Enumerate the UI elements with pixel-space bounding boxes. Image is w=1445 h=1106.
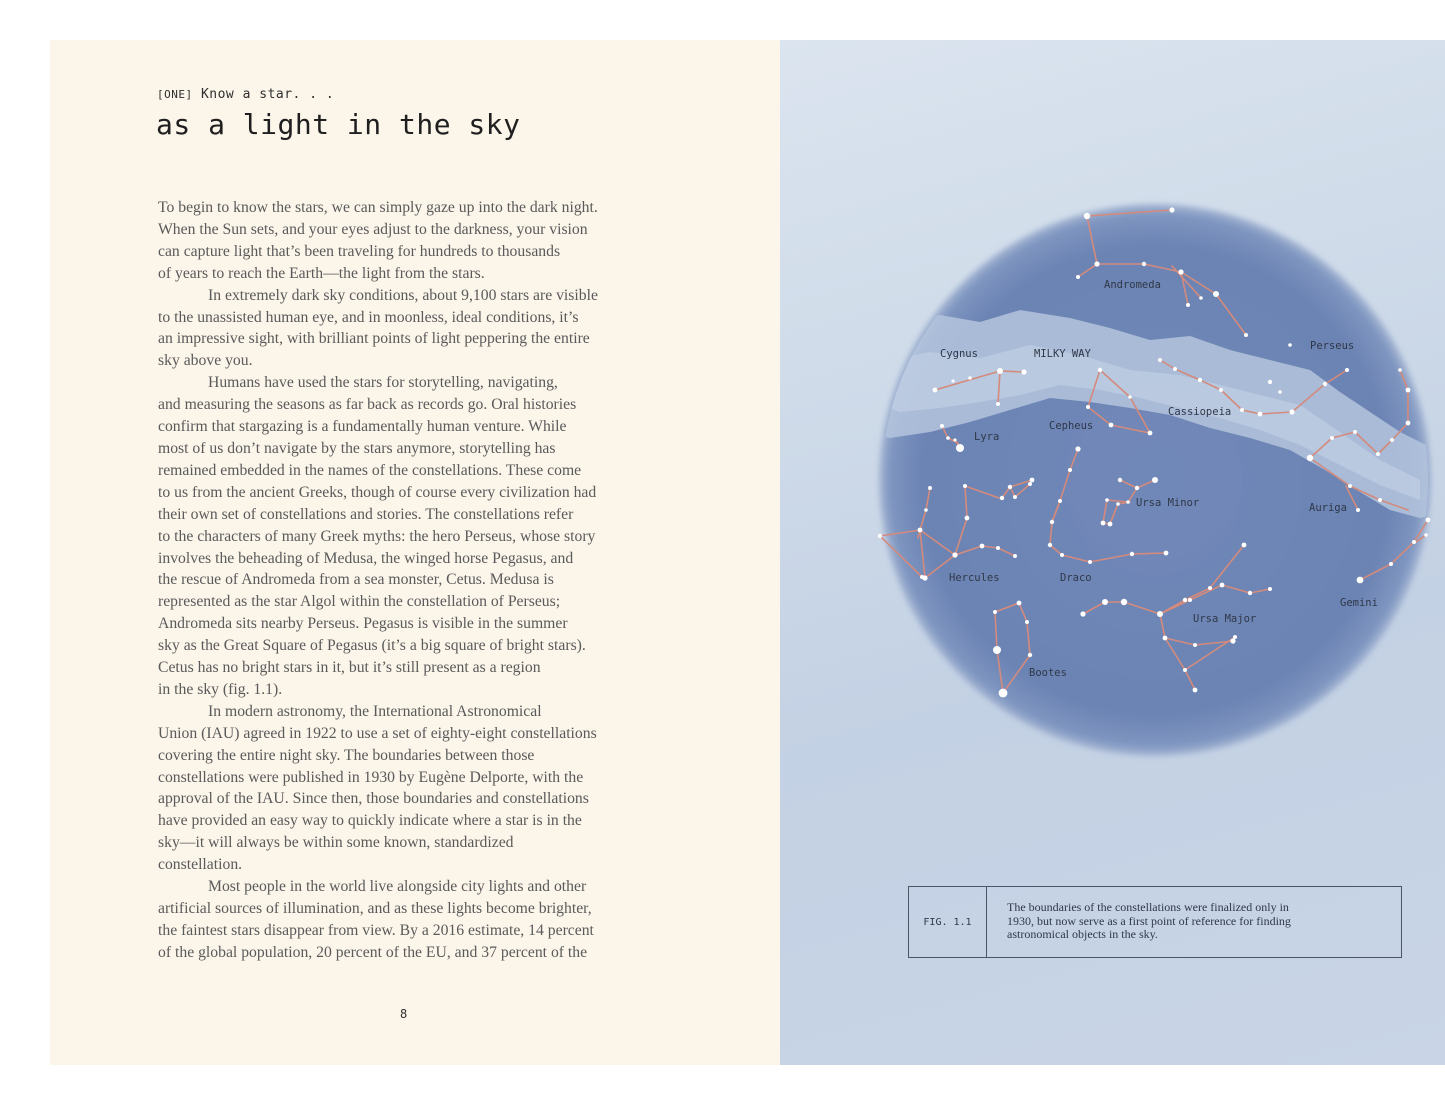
text-line: most of us don’t navigate by the stars anymore, storytelling has bbox=[158, 439, 556, 457]
page-number: 8 bbox=[400, 1007, 408, 1021]
text-line: constellations were published in 1930 by Eugène Delporte, with the bbox=[158, 768, 584, 786]
chapter-kicker-text: Know a star. . . bbox=[200, 87, 335, 102]
text-line: To begin to know the stars, we can simply gaze up into the dark night. bbox=[158, 199, 598, 216]
text-line: covering the entire night sky. The boundaries between those bbox=[158, 746, 535, 764]
label-ursa-major: Ursa Major bbox=[1193, 613, 1257, 625]
left-page bbox=[50, 40, 780, 1065]
text-line: sky as the Great Square of Pegasus (it’s a big square of bright stars). bbox=[158, 637, 586, 655]
text-line: sky above you. bbox=[158, 352, 253, 370]
chapter-kicker bbox=[157, 87, 334, 102]
text-line: of the global population, 20 percent of the EU, and 37 percent of the bbox=[158, 943, 588, 961]
label-ursa-minor: Ursa Minor bbox=[1136, 497, 1200, 509]
label-draco: Draco bbox=[1060, 572, 1092, 584]
text-line: confirm that stargazing is a fundamentally human venture. While bbox=[158, 418, 567, 436]
label-cassiopeia: Cassiopeia bbox=[1168, 406, 1232, 418]
text-line: to the unassisted human eye, and in moonless, ideal conditions, it’s bbox=[158, 308, 579, 326]
text-line: can capture light that’s been traveling for hundreds to thousands bbox=[158, 242, 561, 260]
text-line: remained embedded in the names of the constellations. These come bbox=[158, 461, 582, 479]
text-line: Most people in the world live alongside city lights and other bbox=[208, 878, 587, 896]
text-line: Union (IAU) agreed in 1922 to use a set of eighty-eight constellations bbox=[158, 724, 597, 742]
text-line: Cetus has no bright stars in it, but it’s still present as a region bbox=[158, 659, 541, 677]
text-line: and measuring the seasons as far back as records go. Oral histories bbox=[158, 396, 577, 414]
text-line: involves the beheading of Medusa, the winged horse Pegasus, and bbox=[158, 549, 574, 567]
text-line: of years to reach the Earth—the light from the stars. bbox=[158, 264, 485, 282]
label-lyra: Lyra bbox=[974, 431, 1000, 443]
label-bootes: Bootes bbox=[1029, 667, 1067, 679]
text-line: to us from the ancient Greeks, though of course every civilization had bbox=[158, 483, 597, 501]
figure-label: FIG. 1.1 bbox=[909, 887, 987, 957]
text-line: In modern astronomy, the International Astronomical bbox=[208, 702, 542, 720]
text-line: to the characters of many Greek myths: the hero Perseus, whose story bbox=[158, 527, 596, 545]
label-hercules: Hercules bbox=[949, 572, 1000, 584]
text-line: in the sky (fig. 1.1). bbox=[158, 680, 283, 698]
text-line: When the Sun sets, and your eyes adjust to the darkness, your vision bbox=[158, 220, 588, 238]
label-milky-way: MILKY WAY bbox=[1034, 348, 1091, 360]
right-page bbox=[780, 40, 1445, 1065]
text-line: sky—it will always be within some known, standardized bbox=[158, 834, 514, 852]
text-line: the rescue of Andromeda from a sea monster, Cetus. Medusa is bbox=[158, 571, 554, 589]
text-line: represented as the star Algol within the constellation of Perseus; bbox=[158, 593, 561, 611]
text-line: constellation. bbox=[158, 856, 243, 874]
text-line: artificial sources of illumination, and as these lights become brighter, bbox=[158, 900, 592, 917]
figure-caption bbox=[908, 886, 1402, 958]
figure-caption-text: The boundaries of the constellations were finalized only in 1930, but now serve as a first point of reference for finding astronomical objects in the sky. bbox=[1007, 900, 1291, 941]
text-line: their own set of constellations and stories. The constellations refer bbox=[158, 505, 574, 523]
text-line: In extremely dark sky conditions, about 9,100 stars are visible bbox=[208, 286, 598, 304]
body-text bbox=[158, 197, 663, 964]
text-line: Andromeda sits nearby Perseus. Pegasus is visible in the summer bbox=[158, 615, 568, 633]
text-line: have provided an easy way to quickly indicate where a star is in the bbox=[158, 812, 582, 830]
label-gemini: Gemini bbox=[1340, 597, 1378, 609]
chapter-tag: [ONE] bbox=[157, 88, 193, 101]
text-line: Humans have used the stars for storytelling, navigating, bbox=[208, 374, 558, 392]
label-cepheus: Cepheus bbox=[1049, 420, 1094, 432]
label-andromeda: Andromeda bbox=[1104, 279, 1161, 291]
label-cygnus: Cygnus bbox=[940, 348, 978, 360]
text-line: an impressive sight, with brilliant points of light peppering the entire bbox=[158, 330, 590, 348]
text-line: the faintest stars disappear from view. By a 2016 estimate, 14 percent bbox=[158, 921, 594, 939]
label-auriga: Auriga bbox=[1309, 502, 1347, 514]
page-title: as a light in the sky bbox=[156, 108, 521, 141]
label-perseus: Perseus bbox=[1310, 340, 1355, 352]
text-line: approval of the IAU. Since then, those boundaries and constellations bbox=[158, 790, 589, 808]
